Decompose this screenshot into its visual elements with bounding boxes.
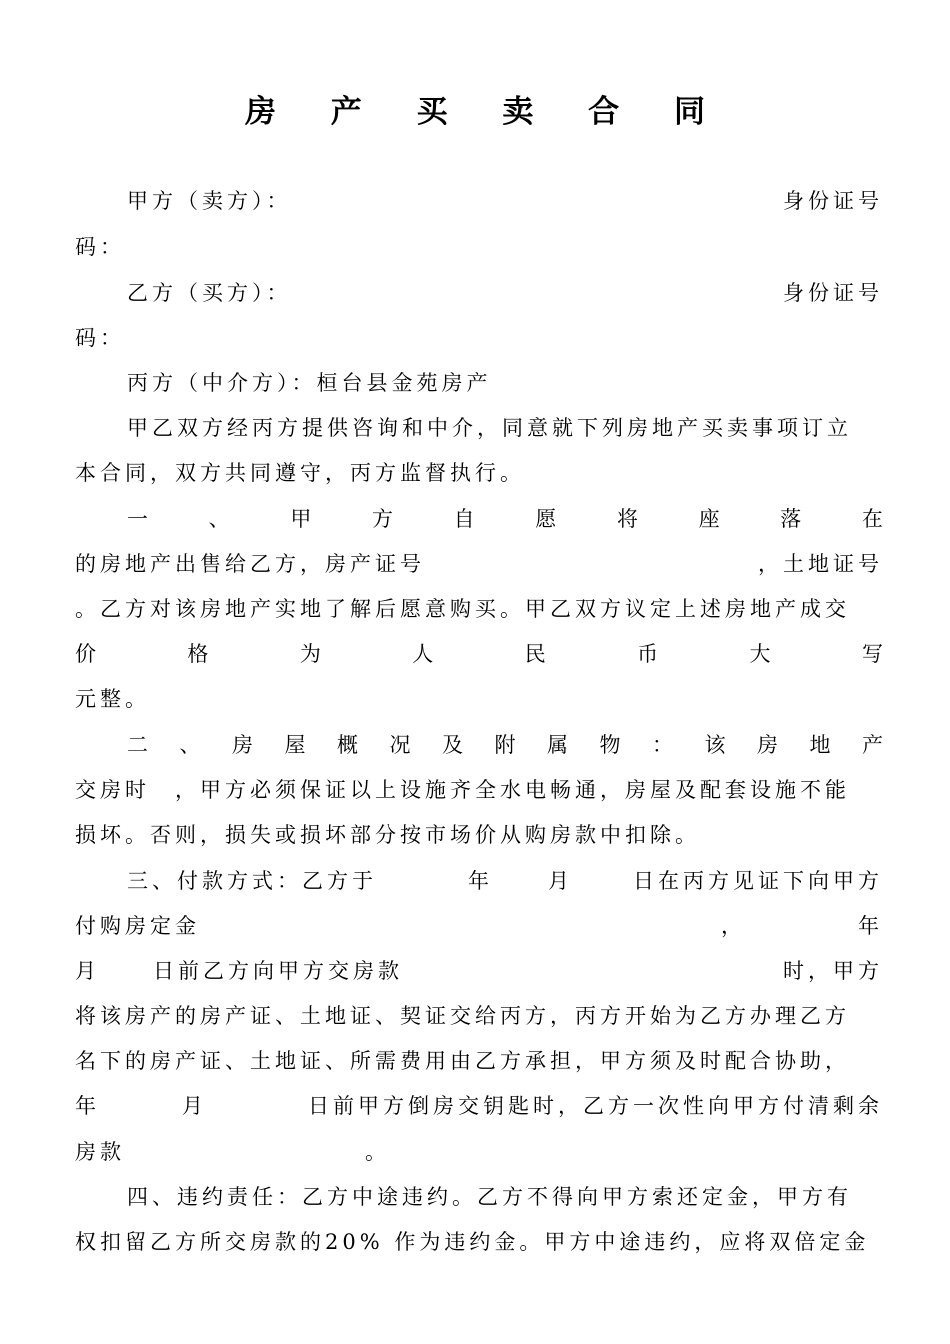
- party-c-label: 丙方（中介方）：桓台县金苑房产: [127, 371, 492, 395]
- clause-3-line-3: [75, 956, 883, 986]
- clause-1-char: 愿: [535, 507, 557, 531]
- clause-2-line-1: [127, 730, 883, 760]
- clause-1-char: 一: [127, 507, 148, 531]
- clause-3-day-label: 日在丙方见证下向甲方: [633, 869, 883, 893]
- clause-1-char: 自: [453, 507, 475, 531]
- clause-3-line-6: [75, 1091, 883, 1121]
- clause-1-char: 为: [299, 642, 321, 666]
- party-a-line: [127, 186, 883, 216]
- clause-1-line-2: [75, 549, 883, 579]
- clause-1-char: 写: [861, 642, 883, 666]
- clause-2-char: 物: [599, 733, 621, 757]
- clause-2-char: 及: [442, 733, 463, 757]
- clause-1-line-4: [75, 639, 883, 669]
- clause-1-char: 格: [187, 642, 209, 666]
- party-a-label: 甲方（卖方）：: [127, 189, 292, 213]
- clause-3-then-label: 时，甲方: [783, 959, 883, 983]
- party-a-id-label-cont: 码：: [75, 235, 125, 259]
- clause-1-char: 甲: [290, 507, 312, 531]
- clause-3-line-1: [127, 866, 883, 896]
- clause-2-char: 、: [179, 733, 201, 757]
- clause-1-line-2-right: ，土地证号: [758, 552, 883, 576]
- clause-1-char: 方: [371, 507, 393, 531]
- clause-1-char: 大: [749, 642, 771, 666]
- clause-3-year-label-3: 年: [75, 1094, 100, 1118]
- party-a-id-label: 身份证号: [783, 189, 883, 213]
- clause-3-line-7: [75, 1137, 883, 1167]
- clause-1-char: 落: [780, 507, 802, 531]
- clause-3-period: 。: [365, 1140, 390, 1164]
- clause-3-year-label-2: 年: [858, 914, 883, 938]
- clause-1-char: 将: [616, 507, 638, 531]
- clause-2-char: 况: [389, 733, 411, 757]
- clause-1-char: 在: [861, 507, 883, 531]
- clause-2-char: 房: [757, 733, 778, 757]
- clause-2-char: ：: [652, 733, 673, 757]
- party-b-label: 乙方（买方）：: [127, 281, 292, 305]
- clause-3-handover-text: 日前甲方倒房交钥匙时，乙方一次性向甲方付清剩余: [308, 1094, 883, 1118]
- clause-3-line-2: [75, 911, 883, 941]
- clause-1-line-3: 。乙方对该房地产实地了解后愿意购买。甲乙双方议定上述房地产成交: [75, 597, 850, 621]
- clause-1-char: 民: [524, 642, 546, 666]
- clause-3-month-label: 月: [548, 869, 573, 893]
- clause-1-char: 币: [637, 642, 659, 666]
- clause-1-line-1: [127, 504, 883, 534]
- clause-2-char: 房: [232, 733, 253, 757]
- clause-3-comma: ，: [721, 914, 746, 938]
- clause-1-line-2-left: 的房地产出售给乙方，房产证号: [75, 552, 425, 576]
- clause-3-month-label-2: 月: [75, 959, 100, 983]
- clause-4-line-2: 权扣留乙方所交房款的20% 作为违约金。甲方中途违约，应将双倍定金: [75, 1230, 870, 1254]
- party-b-id-label: 身份证号: [783, 281, 883, 305]
- clause-3-payment-deadline: 日前乙方向甲方交房款: [153, 959, 403, 983]
- clause-3-remaining-label: 房款: [75, 1140, 125, 1164]
- clause-2-char: 地: [809, 733, 831, 757]
- clause-1-char: 、: [208, 507, 230, 531]
- clause-4-line-1: 四、违约责任：乙方中途违约。乙方不得向甲方索还定金，甲方有: [127, 1185, 852, 1209]
- clause-3-line-4: 将该房产的房产证、土地证、契证交给丙方，丙方开始为乙方办理乙方: [75, 1004, 850, 1028]
- party-b-id-label-cont: 码：: [75, 326, 125, 350]
- clause-2-char: 属: [547, 733, 568, 757]
- clause-3-month-label-3: 月: [182, 1094, 207, 1118]
- party-b-line: [127, 278, 883, 308]
- clause-3-line-5: 名下的房产证、土地证、所需费用由乙方承担，甲方须及时配合协助，: [75, 1049, 850, 1073]
- intro-line-1: 甲乙双方经丙方提供咨询和中介，同意就下列房地产买卖事项订立: [127, 416, 852, 440]
- clause-2-char: 该: [704, 733, 726, 757]
- clause-2-char: 二: [127, 733, 148, 757]
- clause-2-line-2: 交房时 ，甲方必须保证以上设施齐全水电畅通，房屋及配套设施不能: [75, 778, 850, 802]
- clause-2-char: 产: [862, 733, 883, 757]
- clause-1-line-5: 元整。: [75, 687, 150, 711]
- clause-2-char: 概: [337, 733, 358, 757]
- intro-line-2: 本合同，双方共同遵守，丙方监督执行。: [75, 461, 525, 485]
- clause-1-char: 座: [698, 507, 720, 531]
- document-title: 房 产 买 卖 合 同: [245, 94, 727, 130]
- clause-2-char: 附: [494, 733, 516, 757]
- clause-3-year-label: 年: [468, 869, 493, 893]
- clause-3-deposit-label: 付购房定金: [75, 914, 200, 938]
- clause-3-payment-label: 三、付款方式：乙方于: [127, 869, 377, 893]
- clause-1-char: 人: [412, 642, 434, 666]
- clause-2-char: 屋: [284, 733, 306, 757]
- clause-1-char: 价: [75, 642, 96, 666]
- clause-2-line-3: 损坏。否则，损失或损坏部分按市场价从购房款中扣除。: [75, 823, 700, 847]
